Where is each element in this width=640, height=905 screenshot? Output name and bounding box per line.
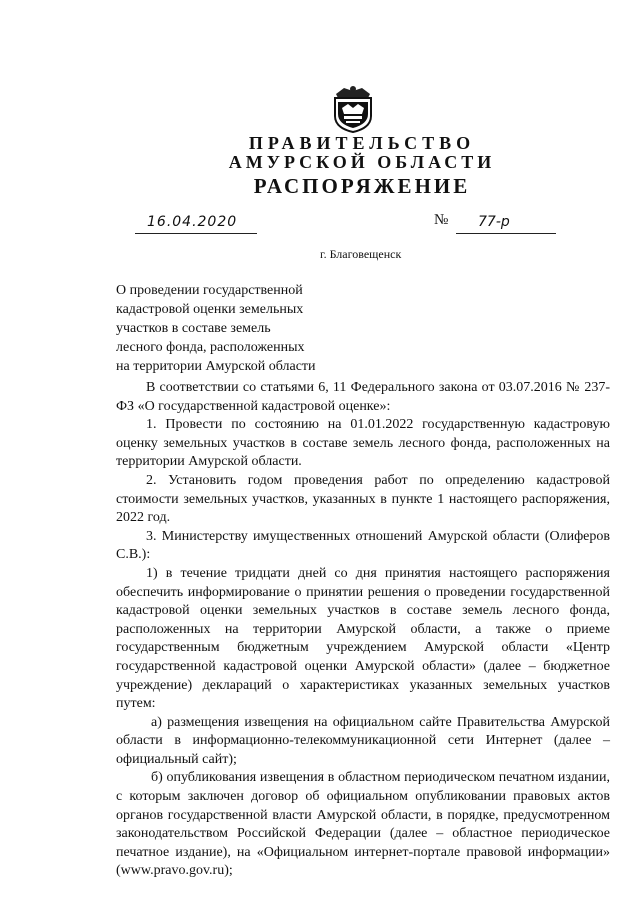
body-paragraph: 1. Провести по состоянию на 01.01.2022 государственную кадастровую оценку земельных участков в составе земель лесного фонда, расположенных на территории Амурской области. [116,417,610,470]
city-name: г. Благовещенск [320,247,402,261]
body-paragraph: 3. Министерству имущественных отношений Амурской области (Олиферов С.В.): [116,528,610,563]
subject-line: участков в составе земель [116,321,271,336]
document-number: 77-р [456,214,556,234]
subject-line: кадастровой оценки земельных [116,302,304,317]
subject-line: О проведении государственной [116,283,303,298]
number-label: № [434,212,449,228]
document-subject [116,281,356,376]
body-paragraph: 1) в течение тридцати дней со дня принятия настоящего распоряжения обеспечить информирование о принятии решения о проведении государственной кадастровой оценки земельных участков в составе земель лесного фонда, расположенных на территории Амурской области, а также о приеме государственным бюджетным учреждением Амурской области «Центр государственной кадастровой оценки Амурской области» (далее – бюджетное учреждение) деклараций о характеристиках указанных земельных участков путем: [116,565,610,712]
organization-name-line2: АМУРСКОЙ ОБЛАСТИ [228,152,496,172]
body-paragraph: а) размещения извещения на официальном сайте Правительства Амурской области в информационно-телекоммуникационной сети Интернет (далее – официальный сайт); [116,714,610,767]
body-paragraph: В соответствии со статьями 6, 11 Федерального закона от 03.07.2016 № 237-ФЗ «О государственной кадастровой оценке»: [116,380,610,414]
document-type-title: РАСПОРЯЖЕНИЕ [253,174,471,198]
coat-of-arms-icon [330,84,376,134]
organization-name-line1: ПРАВИТЕЛЬСТВО [248,133,476,153]
subject-line: лесного фонда, расположенных [116,340,305,355]
document-body [116,379,610,881]
body-paragraph: 2. Установить годом проведения работ по определению кадастровой стоимости земельных участков, указанных в пункте 1 настоящего распоряжения, 2022 год. [116,472,610,526]
document-date: 16.04.2020 [135,214,257,234]
subject-line: на территории Амурской области [116,359,316,374]
body-paragraph: б) опубликования извещения в областном периодическом печатном издании, с которым заключен договор об официальном опубликовании правовых актов органов государственной власти Амурской области, в порядке, предусмотренном законодательством Российской Федерации (далее – областное периодическое печатное издание), на «Официальном интернет-портале правовой информации» (www.pravo.gov.ru); [116,770,610,879]
